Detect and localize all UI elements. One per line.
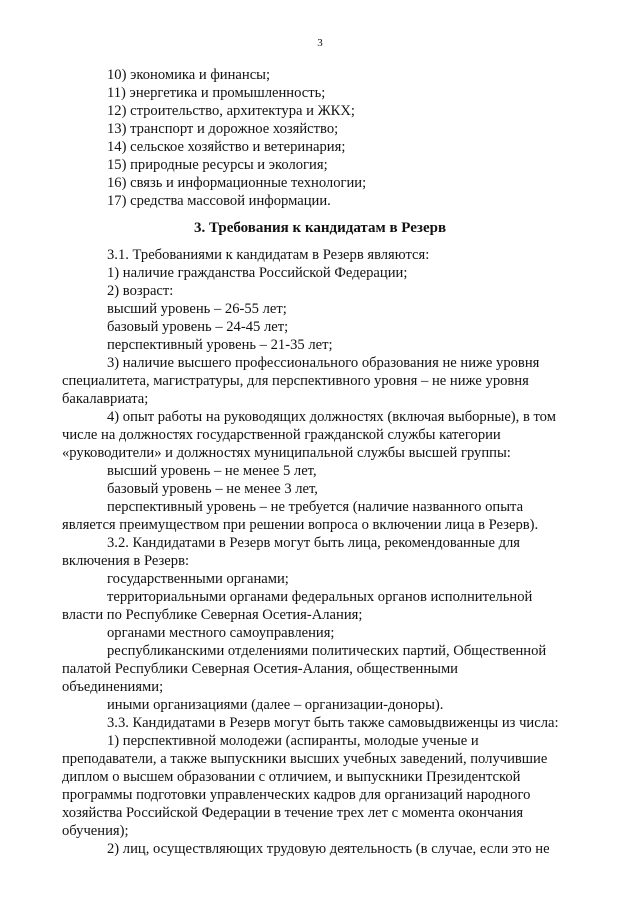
paragraph-line: включения в Резерв: bbox=[62, 553, 190, 569]
paragraph-line: государственными органами; bbox=[107, 571, 289, 587]
paragraph-line: высший уровень – не менее 5 лет, bbox=[107, 463, 317, 479]
list-item: 13) транспорт и дорожное хозяйство; bbox=[107, 121, 339, 137]
paragraph-line: 2) возраст: bbox=[107, 283, 174, 299]
paragraph-line: специалитета, магистратуры, для перспективного уровня – не ниже уровня bbox=[62, 373, 529, 389]
paragraph-line: республиканскими отделениями политических партий, Общественной bbox=[107, 643, 547, 659]
paragraph-line: иными организациями (далее – организации-доноры). bbox=[107, 697, 444, 713]
paragraph-line: 2) лиц, осуществляющих трудовую деятельность (в случае, если это не bbox=[107, 841, 550, 857]
paragraph-line: 1) перспективной молодежи (аспиранты, молодые ученые и bbox=[107, 733, 479, 749]
paragraph-line: 3.3. Кандидатами в Резерв могут быть также самовыдвиженцы из числа: bbox=[107, 715, 559, 731]
paragraph-line: числе на должностях государственной гражданской службы категории bbox=[62, 427, 501, 443]
list-item: 14) сельское хозяйство и ветеринария; bbox=[107, 139, 346, 155]
paragraph-line: диплом о высшем образовании с отличием, и выпускники Президентской bbox=[62, 769, 521, 785]
paragraph-line: 3) наличие высшего профессионального образования не ниже уровня bbox=[107, 355, 540, 371]
list-item: 10) экономика и финансы; bbox=[107, 67, 271, 83]
paragraph-line: базовый уровень – не менее 3 лет, bbox=[107, 481, 318, 497]
list-item: 12) строительство, архитектура и ЖКХ; bbox=[107, 103, 355, 119]
paragraph-line: палатой Республики Северная Осетия-Алания, общественными bbox=[62, 661, 458, 677]
paragraph-line: является преимуществом при решении вопроса о включении лица в Резерв). bbox=[62, 517, 539, 533]
paragraph-line: 3.1. Требованиями к кандидатам в Резерв являются: bbox=[107, 247, 430, 263]
list-item: 15) природные ресурсы и экология; bbox=[107, 157, 328, 173]
list-item: 17) средства массовой информации. bbox=[107, 193, 331, 209]
paragraph-line: объединениями; bbox=[62, 679, 164, 695]
page-number: 3 bbox=[317, 37, 323, 49]
paragraph-line: 3.2. Кандидатами в Резерв могут быть лица, рекомендованные для bbox=[107, 535, 521, 551]
paragraph-line: хозяйства Российской Федерации в течение трех лет с момента окончания bbox=[62, 805, 524, 821]
section-heading: 3. Требования к кандидатам в Резерв bbox=[193, 220, 447, 236]
paragraph-line: преподаватели, а также выпускники высших учебных заведений, получившие bbox=[62, 751, 548, 767]
paragraph-line: бакалавриата; bbox=[62, 391, 149, 407]
paragraph-line: перспективный уровень – не требуется (наличие названного опыта bbox=[107, 499, 524, 515]
paragraph-line: базовый уровень – 24-45 лет; bbox=[107, 319, 289, 335]
paragraph-line: власти по Республике Северная Осетия-Алания; bbox=[62, 607, 363, 623]
list-item: 16) связь и информационные технологии; bbox=[107, 175, 367, 191]
list-item: 11) энергетика и промышленность; bbox=[107, 85, 326, 101]
paragraph-line: программы подготовки управленческих кадров для организаций народного bbox=[62, 787, 531, 803]
paragraph-line: «руководители» и должностях муниципальной службы высшей группы: bbox=[62, 445, 511, 461]
paragraph-line: обучения); bbox=[62, 823, 129, 839]
paragraph-line: перспективный уровень – 21-35 лет; bbox=[107, 337, 333, 353]
paragraph-line: органами местного самоуправления; bbox=[107, 625, 335, 641]
paragraph-line: 1) наличие гражданства Российской Федерации; bbox=[107, 265, 408, 281]
paragraph-line: высший уровень – 26-55 лет; bbox=[107, 301, 287, 317]
paragraph-line: территориальными органами федеральных органов исполнительной bbox=[107, 589, 533, 605]
paragraph-line: 4) опыт работы на руководящих должностях (включая выборные), в том bbox=[107, 409, 556, 425]
